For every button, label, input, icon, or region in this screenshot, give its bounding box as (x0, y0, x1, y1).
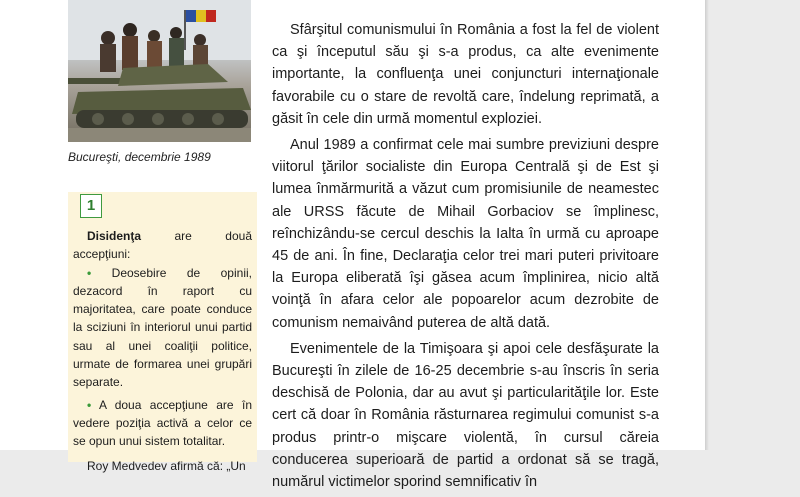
sidebar-box (68, 192, 257, 473)
sidebar-bullet-1 (73, 264, 252, 392)
paragraph-2: Anul 1989 a confirmat cele mai sumbre previziuni despre viitorul ţărilor socialiste din Europa Centrală şi de Est şi lumea înmărmurită a văzut cum promisiunile de neamestec ale URSS făcute de Mihail Gorbaciov se împlinesc, reînchizându-se cercul deschis la Ialta în urmă cu aproape 45 de ani. În fine, Declaraţia celor trei mari puteri privitoare la Europa eliberată îşi găsea acum împlinirea, nicio altă voinţă în afara celor ale popoarelor acum dezrobite de comunism nemaivând puterea de altă dată. (272, 137, 659, 331)
bullet-dot-icon: • (87, 265, 92, 280)
tank-photo (68, 0, 251, 142)
sidebar-bullet-2 (73, 396, 252, 451)
paragraph-1: Sfârşitul comunismului în România a fost la fel de violent ca şi începutul său şi s-a produs, ca alte evenimente importante, la confluenţa unei conjuncturi internaţionale favorabile cu o stare de revoltă care, îndelung reprimată, a găsit în cele din urmă momentul exploziei. (272, 22, 659, 127)
bullet-dot-icon: • (87, 397, 92, 412)
intro-rest: are două accepţiuni: (73, 229, 252, 262)
sidebar-text (73, 227, 252, 475)
sidebar-intro (73, 227, 252, 264)
box-number-badge: 1 (80, 194, 102, 218)
paragraph-3: Evenimentele de la Timişoara şi apoi cele desfăşurate la Bucureşti în zilele de 16-25 decembrie s-au înscris în seria deschisă de Polonia, dar au avut şi particularităţile lor. Este cert că doar în România răsturnarea regimului comunist s-a produs printr-o mişcare violentă, în cursul căreia conducerea superioară de partid a ordonat să se tragă, numărul victimelor sporind semnificativ în (272, 340, 659, 491)
main-text (272, 19, 659, 497)
page-edge-shadow (705, 0, 709, 450)
tank-photo-image (68, 0, 251, 142)
sidebar-quote: Roy Medvedev afirmă că: „Un (87, 458, 246, 473)
term-disidenta: Disidenţa (87, 229, 142, 243)
bullet-2-text: A doua accepţiune are în vedere poziţia activă a celor ce se opun unui sistem totalitar. (73, 397, 252, 449)
bullet-1-text: Deosebire de opinii, dezacord în raport cu majoritatea, care poate conduce la sciziuni în interiorul unui partid sau al unei coaliţii politice, urmate de formarea unei grupări separate. (73, 265, 252, 390)
photo-caption: Bucureşti, decembrie 1989 (68, 150, 211, 164)
